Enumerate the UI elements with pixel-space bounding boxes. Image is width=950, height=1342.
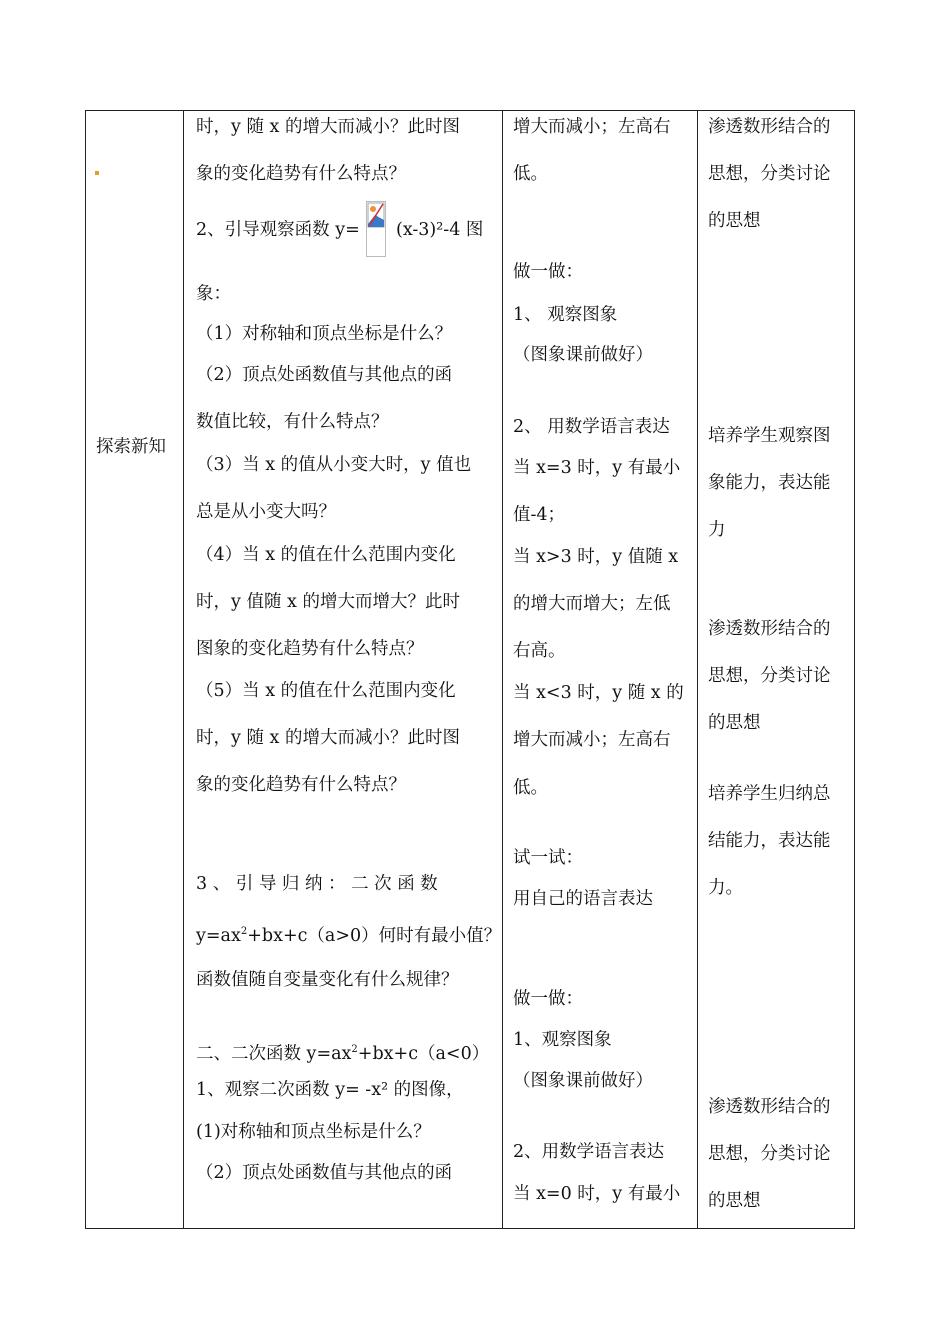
text-line: （3）当 x 的值从小变大时，y 值也 [196,455,472,475]
text-line: 结能力，表达能 [708,831,831,851]
text-line: （图象课前做好） [513,345,653,365]
text-line: 用自己的语言表达 [513,889,653,909]
text-line: 当 x<3 时，y 随 x 的 [513,683,684,703]
text-line: 右高。 [513,641,566,661]
text-line: 当 x=3 时，y 有最小 [513,458,681,478]
text-line: 2、用数学语言表达 [513,1142,665,1162]
marker-dot [95,171,99,175]
text-line: 培养学生观察图 [708,426,831,446]
text-line: 培养学生归纳总 [708,784,831,804]
lesson-table [85,110,855,1229]
text-line: 思想，分类讨论 [708,666,831,686]
text-line: 的增大而增大；左低 [513,594,671,614]
text-line: (1)对称轴和顶点坐标是什么？ [196,1122,431,1142]
text-line: 当 x>3 时，y 值随 x [513,547,679,567]
text-line: 思想，分类讨论 [708,164,831,184]
guide-func-suffix: (x-3)²-4 图 [396,220,484,240]
text-line: 力 [708,520,726,540]
section-column [86,111,183,1228]
text-line: 总是从小变大吗？ [196,502,336,522]
text-line: 1、观察图象 [513,1030,612,1050]
text-line: 值-4； [513,505,566,525]
fraction-image-icon [366,201,386,257]
text-line: 象的变化趋势有什么特点？ [196,164,406,184]
text-line: 时，y 随 x 的增大而减小？此时图 [196,117,460,137]
text-line: （2）顶点处函数值与其他点的函 [196,1163,453,1183]
picture-icon [367,202,385,228]
text-line: 图象的变化趋势有什么特点？ [196,639,424,659]
text-line: 思想，分类讨论 [708,1144,831,1164]
text-line: 象的变化趋势有什么特点？ [196,775,406,795]
text-line: 时，y 随 x 的增大而减小？此时图 [196,728,460,748]
text-line: 渗透数形结合的 [708,1097,831,1117]
text-line: 低。 [513,778,548,798]
text-line: 的思想 [708,211,761,231]
design-intent-column [698,111,854,1228]
text-line: 做一做： [513,989,583,1009]
text-line: 1、观察二次函数 y= -x² 的图像， [196,1080,464,1100]
text-line: 渗透数形结合的 [708,117,831,137]
text-line: （1）对称轴和顶点坐标是什么？ [196,324,453,344]
text-line: 增大而减小；左高右 [513,117,671,137]
text-line: 1、 观察图象 [513,305,618,325]
text-line: 力。 [708,878,743,898]
text-line: （2）顶点处函数值与其他点的函 [196,365,453,385]
text-line: （4）当 x 的值在什么范围内变化 [196,545,456,565]
text-line: 的思想 [708,1191,761,1211]
text-line: 3 、 引 导 归 纳 ： 二 次 函 数 [196,874,438,894]
teacher-activity-column [184,111,502,1228]
guide-func-prefix: 2、引导观察函数 y= [196,220,360,240]
guide-function-line [196,219,360,241]
text-line: 低。 [513,164,548,184]
text-line: 象： [196,284,231,304]
text-line: 渗透数形结合的 [708,619,831,639]
student-activity-column [503,111,697,1228]
text-line: 试一试： [513,848,583,868]
text-line: 增大而减小；左高右 [513,730,671,750]
text-line: （图象课前做好） [513,1071,653,1091]
text-line: 2、 用数学语言表达 [513,417,670,437]
text-line: 函数值随自变量变化有什么规律？ [196,970,459,990]
text-line: 做一做： [513,262,583,282]
text-line: 的思想 [708,713,761,733]
section-label: 探索新知 [96,437,166,457]
part-two-heading: 二、二次函数 $y=ax^2+bx+c(a<0)$ [196,1043,490,1064]
text-line: 时，y 值随 x 的增大而增大？此时 [196,592,460,612]
text-line: （5）当 x 的值在什么范围内变化 [196,681,456,701]
summary-formula-line: $y=ax^2+bx+c(a>0)$何时有最小值？ [196,925,502,946]
text-line: 象能力，表达能 [708,473,831,493]
text-line: 当 x=0 时，y 有最小 [513,1184,681,1204]
text-line: 数值比较，有什么特点？ [196,412,389,432]
